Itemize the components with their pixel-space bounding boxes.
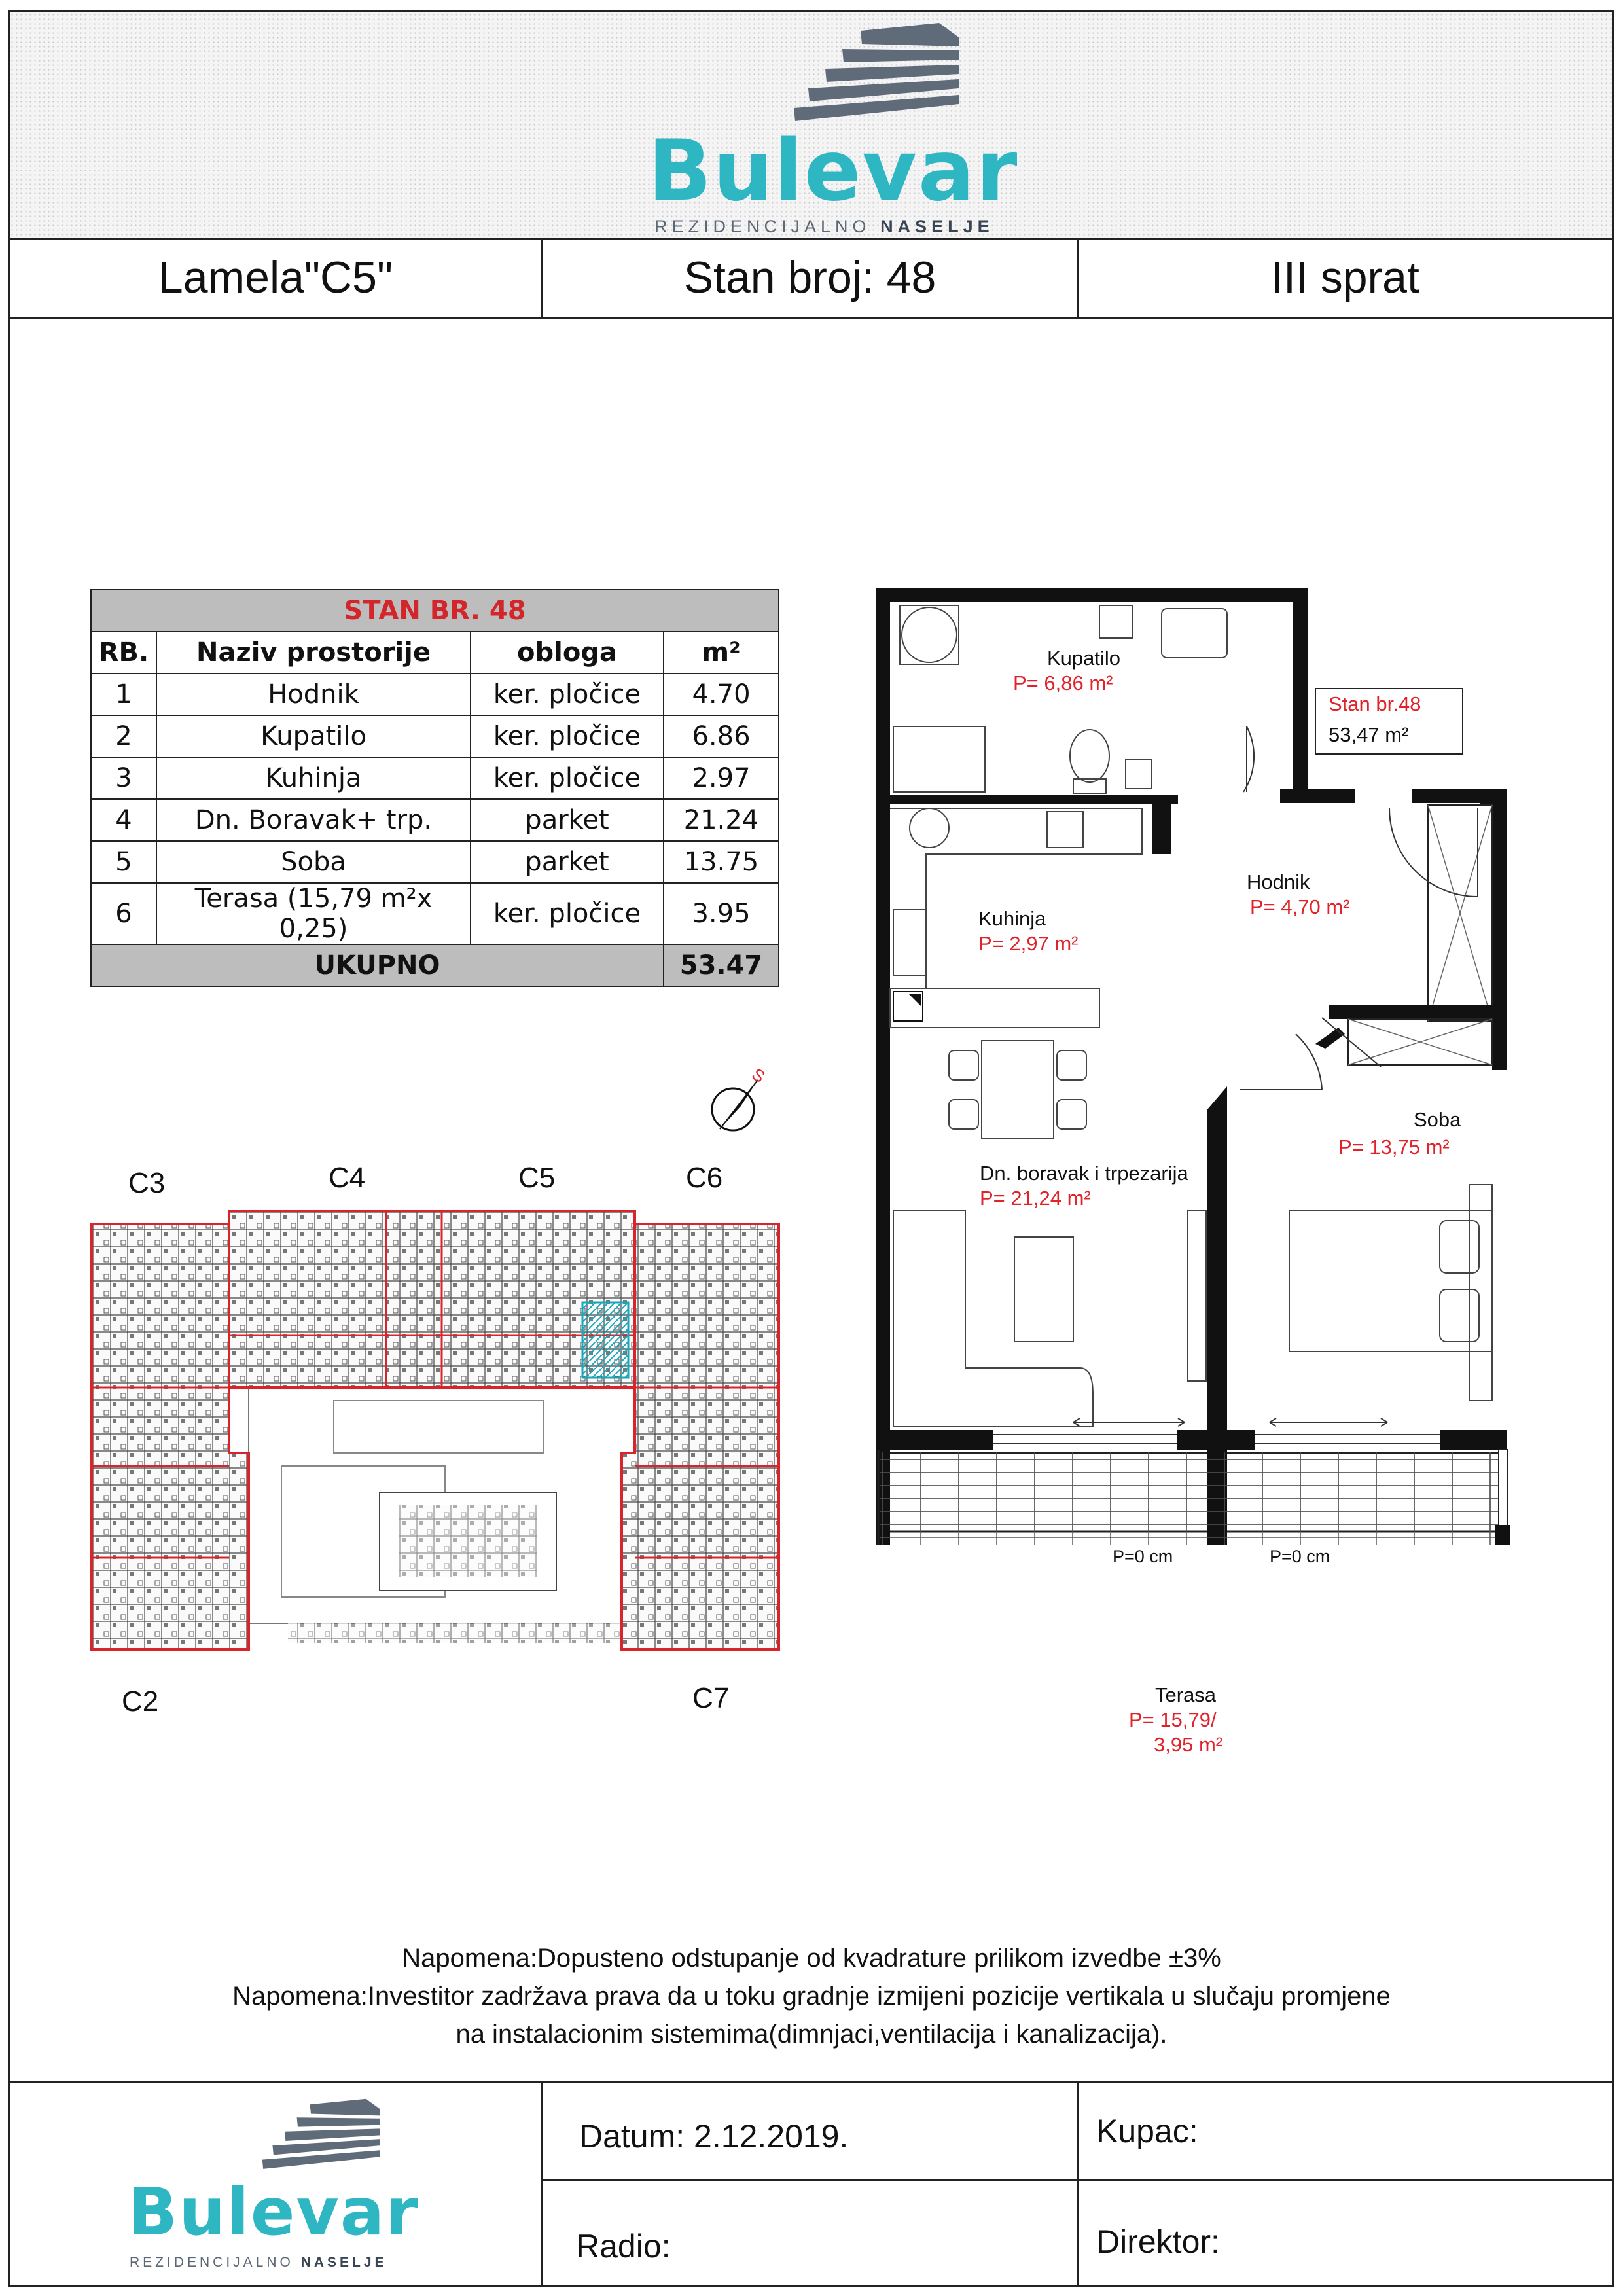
total-label: UKUPNO bbox=[91, 944, 664, 986]
table-row bbox=[91, 799, 779, 841]
parking-row bbox=[288, 1623, 654, 1643]
notes bbox=[0, 1939, 1623, 2053]
chair-icon bbox=[949, 1050, 978, 1080]
cell: 4 bbox=[91, 799, 156, 841]
cell: 2 bbox=[91, 715, 156, 757]
terrace-tiles bbox=[880, 1452, 1505, 1545]
cell: 21.24 bbox=[664, 799, 779, 841]
lamela-label: C6 bbox=[686, 1162, 723, 1194]
divider bbox=[543, 2179, 1612, 2181]
col-header: RB. bbox=[91, 632, 156, 673]
tv-unit-icon bbox=[1188, 1211, 1206, 1381]
kupac-field: Kupac: bbox=[1096, 2113, 1198, 2149]
lamela-title: Lamela"C5" bbox=[158, 253, 393, 302]
direktor-field: Direktor: bbox=[1096, 2223, 1220, 2260]
col-header: Naziv prostorije bbox=[156, 632, 471, 673]
table-title: STAN BR. 48 bbox=[91, 590, 779, 632]
lamela-label: C3 bbox=[128, 1167, 166, 1199]
washing-machine-icon bbox=[902, 607, 957, 662]
table-row bbox=[91, 673, 779, 715]
chair-icon bbox=[949, 1100, 978, 1129]
bathroom-wall bbox=[890, 795, 1178, 804]
room-area-hodnik: P= 4,70 m² bbox=[1250, 895, 1350, 918]
towel-icon bbox=[1126, 759, 1152, 789]
divider bbox=[1077, 2083, 1079, 2287]
room-area-terasa: P= 15,79/ bbox=[1129, 1708, 1217, 1731]
cell: 4.70 bbox=[664, 673, 779, 715]
sofa-icon bbox=[893, 1211, 1093, 1427]
cell: 3 bbox=[91, 757, 156, 799]
total-value: 53.47 bbox=[664, 944, 779, 986]
radio-field: Radio: bbox=[576, 2228, 671, 2265]
room-label-soba: Soba bbox=[1414, 1108, 1461, 1131]
cell: Kupatilo bbox=[156, 715, 471, 757]
cell: Hodnik bbox=[156, 673, 471, 715]
room-label-kupatilo: Kupatilo bbox=[1047, 647, 1121, 670]
datum-field: Datum: 2.12.2019. bbox=[579, 2118, 849, 2155]
toilet-tank-icon bbox=[1073, 779, 1106, 793]
sink-icon bbox=[1162, 609, 1227, 658]
cell: parket bbox=[471, 799, 664, 841]
kitchen-counter bbox=[890, 808, 1142, 988]
brand-subtitle-light: REZIDENCIJALNO bbox=[130, 2255, 294, 2270]
soba-wall-top bbox=[1329, 1005, 1507, 1019]
entry-door-icon bbox=[1389, 808, 1478, 897]
cell: 13.75 bbox=[664, 841, 779, 883]
building-c4-c5 bbox=[229, 1211, 635, 1388]
room-label-terasa: Terasa bbox=[1155, 1683, 1217, 1706]
room-area-kuhinja: P= 2,97 m² bbox=[978, 932, 1079, 955]
cell: 2.97 bbox=[664, 757, 779, 799]
room-label-kuhinja: Kuhinja bbox=[978, 907, 1046, 930]
cell: ker. pločice bbox=[471, 757, 664, 799]
wardrobe-icon bbox=[1469, 1185, 1492, 1401]
toilet-icon bbox=[1070, 730, 1109, 782]
soba-door-icon bbox=[1240, 1034, 1322, 1090]
soba-wall-diag bbox=[1315, 1028, 1345, 1049]
chair-icon bbox=[1057, 1050, 1086, 1080]
pillow-icon bbox=[1440, 1289, 1479, 1342]
col-header: obloga bbox=[471, 632, 664, 673]
lamela-label: C7 bbox=[692, 1682, 730, 1714]
note-line: Napomena:Dopusteno odstupanje od kvadrature prilikom izvedbe ±3% bbox=[402, 1944, 1221, 1973]
note-line: na instalacionim sistemima(dimnjaci,ventilacija i kanalizacija). bbox=[455, 2020, 1168, 2049]
cell: 5 bbox=[91, 841, 156, 883]
table-row bbox=[91, 715, 779, 757]
cell: 6 bbox=[91, 883, 156, 944]
threshold-arrow-icon bbox=[1270, 1418, 1387, 1426]
cell: Terasa (15,79 m²x 0,25) bbox=[156, 883, 471, 944]
room-area-kupatilo: P= 6,86 m² bbox=[1013, 672, 1113, 694]
cell: 6.86 bbox=[664, 715, 779, 757]
washing-machine-icon bbox=[900, 605, 959, 664]
fridge-icon bbox=[1047, 812, 1083, 848]
brand-subtitle-bold: NASELJE bbox=[880, 217, 994, 236]
cell: Dn. Boravak+ trp. bbox=[156, 799, 471, 841]
cell: ker. pločice bbox=[471, 715, 664, 757]
floor-plan bbox=[864, 583, 1531, 1545]
kitchen-sink-icon bbox=[910, 808, 949, 848]
room-label-hodnik: Hodnik bbox=[1247, 870, 1310, 893]
room-area-soba: P= 13,75 m² bbox=[1338, 1136, 1450, 1158]
wall-bottom bbox=[876, 1430, 993, 1450]
pillow-icon bbox=[1440, 1221, 1479, 1273]
title-bar bbox=[10, 238, 1612, 319]
chair-icon bbox=[1057, 1100, 1086, 1129]
room-table bbox=[90, 589, 779, 987]
note-line: Napomena:Investitor zadržava prava da u toku gradnje izmijeni pozicije vertikala u slučaju promjene bbox=[232, 1982, 1391, 2011]
room-label-boravak: Dn. boravak i trpezarija bbox=[980, 1162, 1188, 1185]
stove-icon bbox=[893, 910, 926, 975]
building-logo-icon bbox=[782, 18, 978, 132]
footer bbox=[10, 2081, 1612, 2287]
stan-title: Stan broj: 48 bbox=[683, 253, 936, 302]
compass-letter: S bbox=[748, 1064, 769, 1087]
wall-bottom bbox=[1440, 1430, 1507, 1450]
cell: ker. pločice bbox=[471, 883, 664, 944]
wall-bottom bbox=[1177, 1430, 1255, 1450]
lamela-label: C4 bbox=[329, 1162, 366, 1194]
building-c6-c7 bbox=[622, 1224, 779, 1649]
sprat-title: III sprat bbox=[1271, 253, 1419, 302]
brand-subtitle bbox=[654, 217, 994, 237]
col-header: m² bbox=[664, 632, 779, 673]
bed-icon bbox=[1289, 1211, 1492, 1352]
cell: 3.95 bbox=[664, 883, 779, 944]
total-row bbox=[91, 944, 779, 986]
compass-icon bbox=[707, 1060, 779, 1139]
building-c3-c2 bbox=[92, 1224, 249, 1649]
brand-subtitle-light: REZIDENCIJALNO bbox=[654, 217, 871, 236]
table-row bbox=[91, 757, 779, 799]
shaft-cross bbox=[1428, 805, 1492, 1021]
cabinet-icon bbox=[1099, 605, 1132, 638]
lamela-label: C5 bbox=[518, 1162, 556, 1194]
room-area-terasa-2: 3,95 m² bbox=[1154, 1733, 1223, 1756]
bathroom-door-icon bbox=[1243, 726, 1254, 792]
cell: Kuhinja bbox=[156, 757, 471, 799]
room-area-boravak: P= 21,24 m² bbox=[980, 1187, 1091, 1210]
courtyard-tables bbox=[399, 1505, 537, 1577]
cell: ker. pločice bbox=[471, 673, 664, 715]
coffee-table-icon bbox=[1014, 1237, 1073, 1342]
cell: parket bbox=[471, 841, 664, 883]
threshold-label: P=0 cm bbox=[1270, 1547, 1330, 1566]
stan-box-area: 53,47 m² bbox=[1329, 723, 1409, 746]
threshold-arrow-icon bbox=[1073, 1418, 1185, 1426]
lamela-label: C2 bbox=[122, 1685, 159, 1717]
site-plan bbox=[85, 1204, 798, 1676]
cell: Soba bbox=[156, 841, 471, 883]
highlighted-apartment bbox=[582, 1302, 628, 1378]
footer-brand-subtitle bbox=[130, 2255, 387, 2270]
footer-brand-name: Bulevar bbox=[128, 2174, 419, 2250]
brand-name: Bulevar bbox=[648, 122, 1019, 220]
cell: 1 bbox=[91, 673, 156, 715]
kitchen-wall bbox=[1152, 795, 1171, 854]
stan-box-title: Stan br.48 bbox=[1329, 692, 1421, 715]
terrace-post bbox=[1495, 1525, 1510, 1545]
header-banner bbox=[10, 12, 1612, 240]
table-row bbox=[91, 841, 779, 883]
brand-subtitle-bold: NASELJE bbox=[300, 2255, 387, 2270]
threshold-label: P=0 cm bbox=[1113, 1547, 1173, 1566]
divider bbox=[541, 2083, 543, 2287]
dining-table bbox=[982, 1041, 1054, 1139]
shower-icon bbox=[893, 726, 985, 792]
building-logo-icon bbox=[252, 2095, 396, 2177]
table-row bbox=[91, 883, 779, 944]
